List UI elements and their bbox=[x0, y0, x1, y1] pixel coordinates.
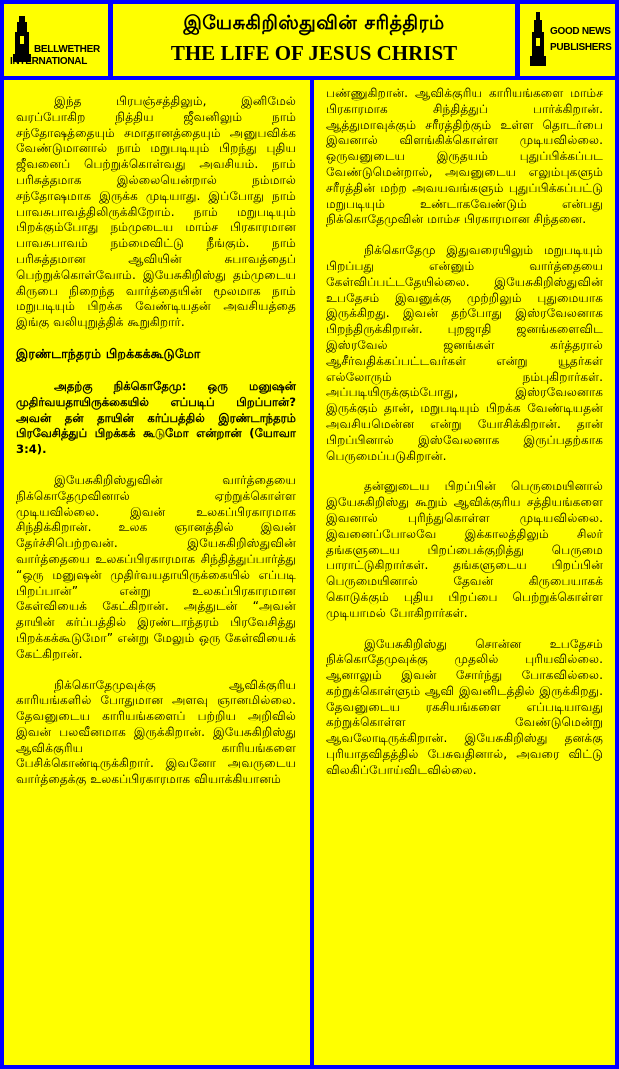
left-logo-line1: BELLWETHER bbox=[34, 44, 100, 55]
right-logo-line2: PUBLISHERS bbox=[550, 42, 612, 53]
right-paragraph-3: தன்னுடைய பிறப்பின் பெருமையினால் இயேசுகிறிஸ்து கூறும் ஆவிக்குரிய சத்தியங்களை இவனால் புரிந்துகொள்ள முடியவில்லை. இவனைப்போலவே இக்காலத்திலும் சிலர் தங்களுடைய பிறப்பைக்குறித்து பெருமை பாராட்டுகிறார்கள். தங்களுடைய பிறப்பின் பெருமையினால் தேவன் கிருபையாகக் கொடுக்கும் புதிய பிறப்பை பெற்றுக்கொள்ள முடியாமல் போகிறார்கள். bbox=[326, 479, 603, 620]
scripture-quote: அதற்கு நிக்கொதேமு: ஒரு மனுஷன் முதிர்வயதாயிருக்கையில் எப்படிப் பிறப்பான்? அவன் தன் தாயின் கர்ப்பத்தில் இரண்டாந்தரம் பிரவேசித்துப் பிறக்கக் கூடுமோ என்றான் (யோவா 3:4). bbox=[16, 378, 296, 457]
left-column bbox=[4, 80, 310, 1065]
right-paragraph-1: பண்ணுகிறான். ஆவிக்குரிய காரியங்களை மாம்ச பிரகாரமாக சிந்தித்துப் பார்க்கிறான். ஆத்துமாவுக்கும் சரீரத்திற்கும் உள்ள தொடர்பை இவனால் விளங்கிக்கொள்ள முடியவில்லை. ஒருவனுடைய இருதயம் புதுப்பிக்கப்பட வேண்டுமென்றால், அவனுடைய எலும்புகளும் சரீரத்தின் மற்ற அவயவங்களும் புதுப்பிக்கப்பட்டு மறுபடியும் உண்டாகவேண்டும் என்பது நிக்கொதேமுவின் மாம்ச பிரகாரமான சிந்தனை. bbox=[326, 86, 603, 227]
good-news-logo bbox=[520, 4, 615, 76]
right-logo-line1: GOOD NEWS bbox=[550, 26, 611, 37]
bellwether-logo bbox=[4, 4, 108, 76]
left-logo-line2: INTERNATIONAL bbox=[10, 56, 88, 67]
left-paragraph-3: நிக்கொதேமுவுக்கு ஆவிக்குரிய காரியங்களில் போதுமான அளவு ஞானமில்லை. தேவனுடைய காரியங்களைப் பற்றிய அறிவில் இவன் பலவீனமாக இருக்கிறான். இயேசுகிறிஸ்து ஆவிக்குரிய காரியங்களை பேசிக்கொண்டிருக்கிறார். இவனோ அவருடைய வார்த்தைக்கு உலகப்பிரகாரமாக வியாக்கியானம் bbox=[16, 677, 296, 787]
title-english: THE LIFE OF JESUS CHRIST bbox=[170, 41, 458, 65]
right-column bbox=[314, 80, 615, 1065]
title-banner bbox=[113, 4, 515, 76]
right-paragraph-4: இயேசுகிறிஸ்து சொன்ன உபதேசம் நிக்கொதேமுவுக்கு முதலில் புரியவில்லை. ஆனாலும் இவன் சோர்ந்து போகவில்லை. கற்றுக்கொள்ளும் ஆவி இவனிடத்தில் இருக்கிறது. தேவனுடைய ரகசியங்களை எப்படியாவது கற்றுக்கொள்ள வேண்டுமென்று ஆவலோடிருக்கிறான். இயேசுகிறிஸ்து தனக்கு புரியாதவிதத்தில் பேசுவதினால், அவரை விட்டு விலகிப்போய்விடவில்லை. bbox=[326, 636, 603, 777]
tower-icon bbox=[528, 12, 548, 68]
title-tamil: இயேசுகிறிஸ்துவின் சரித்திரம் bbox=[183, 12, 445, 34]
right-paragraph-2: நிக்கொதேமு இதுவரையிலும் மறுபடியும் பிறப்பது என்னும் வார்த்தையை கேள்விப்பட்டதேயில்லை. இயேசுகிறிஸ்துவின் உபதேசம் இவனுக்கு முற்றிலும் புதுமையாக இருக்கிறது. இவன் தற்போது இஸ்ரவேலனாக பிறந்திருக்கிறான். புறஜாதி ஜனங்களைவிட இஸ்ரவேல் ஜனங்கள் கர்த்தரால் ஆசீர்வதிக்கப்பட்டவர்கள் என்று யூதர்கள் எல்லோரும் நம்புகிறார்கள். அப்படியிருக்கும்போது, இஸ்ரவேலனாக இருக்கும் தான், மறுபடியும் பிறக்க வேண்டியதன் அவசியமென்ன என்று யோசிக்கிறான். தான் பிறப்பினால் இஸ்வேலனாக இருப்பதற்காக பெருமைப்படுகிறான். bbox=[326, 243, 603, 463]
left-paragraph-2: இயேசுகிறிஸ்துவின் வார்த்தையை நிக்கொதேமுவினால் ஏற்றுக்கொள்ள முடியவில்லை. இவன் உலகப்பிரகாரமாக சிந்திக்கிறான். உலக ஞானத்தில் இவன் தேர்ச்சிபெற்றவன். இயேசுகிறிஸ்துவின் வார்த்தையை உலகப்பிரகாரமாக சிந்தித்துப்பார்த்து “ஒரு மனுஷன் முதிர்வயதாயிருக்கையில் எப்படி பிறப்பான்” என்று உலகப்பிரகாரமான கேள்வியைக் கேட்கிறான். அத்துடன் “அவன் தாயின் கர்ப்பத்தில் இரண்டாந்தரம் பிரவேசித்து பிறக்கக்கூடுமோ” என்று மேலும் ஒரு கேள்வியைக் கேட்கிறான். bbox=[16, 472, 296, 661]
section-heading: இரண்டாந்தரம் பிறக்கக்கூடுமோ bbox=[16, 345, 201, 361]
left-paragraph-1: இந்த பிரபஞ்சத்திலும், இனிமேல் வரப்போகிற நித்திய ஜீவனிலும் நாம் சந்தோஷத்தையும் சமாதானத்தையும் அனுபவிக்க வேண்டுமானால் நாம் மறுபடியும் பிறந்து புதிய ஜீவனைப் பெற்றுக்கொள்வது அவசியம். நாம் பரிசுத்தமாக இல்லையென்றால் நம்மால் சந்தோஷமாக இருக்க முடியாது. இப்போது நாம் பாவசுபாவத்திலிருக்கிறோம். நாம் மறுபடியும் பிறக்கும்போது நம்முடைய மாம்ச பிரகாரமான பாவசுபாவம் நம்மைவிட்டு நீங்கும். நாம் பரிசுத்தமான ஆவியின் சுபாவத்தைப் பெற்றுக்கொள்வோம். இயேசுகிறிஸ்து தம்முடைய கிருபை நிறைந்த வார்த்தையின் மூலமாக நாம் மறுபடியும் பிறக்க வேண்டியதன் அவசியத்தை இங்கு வலியுறுத்திக் கூறுகிறார். bbox=[16, 94, 296, 330]
